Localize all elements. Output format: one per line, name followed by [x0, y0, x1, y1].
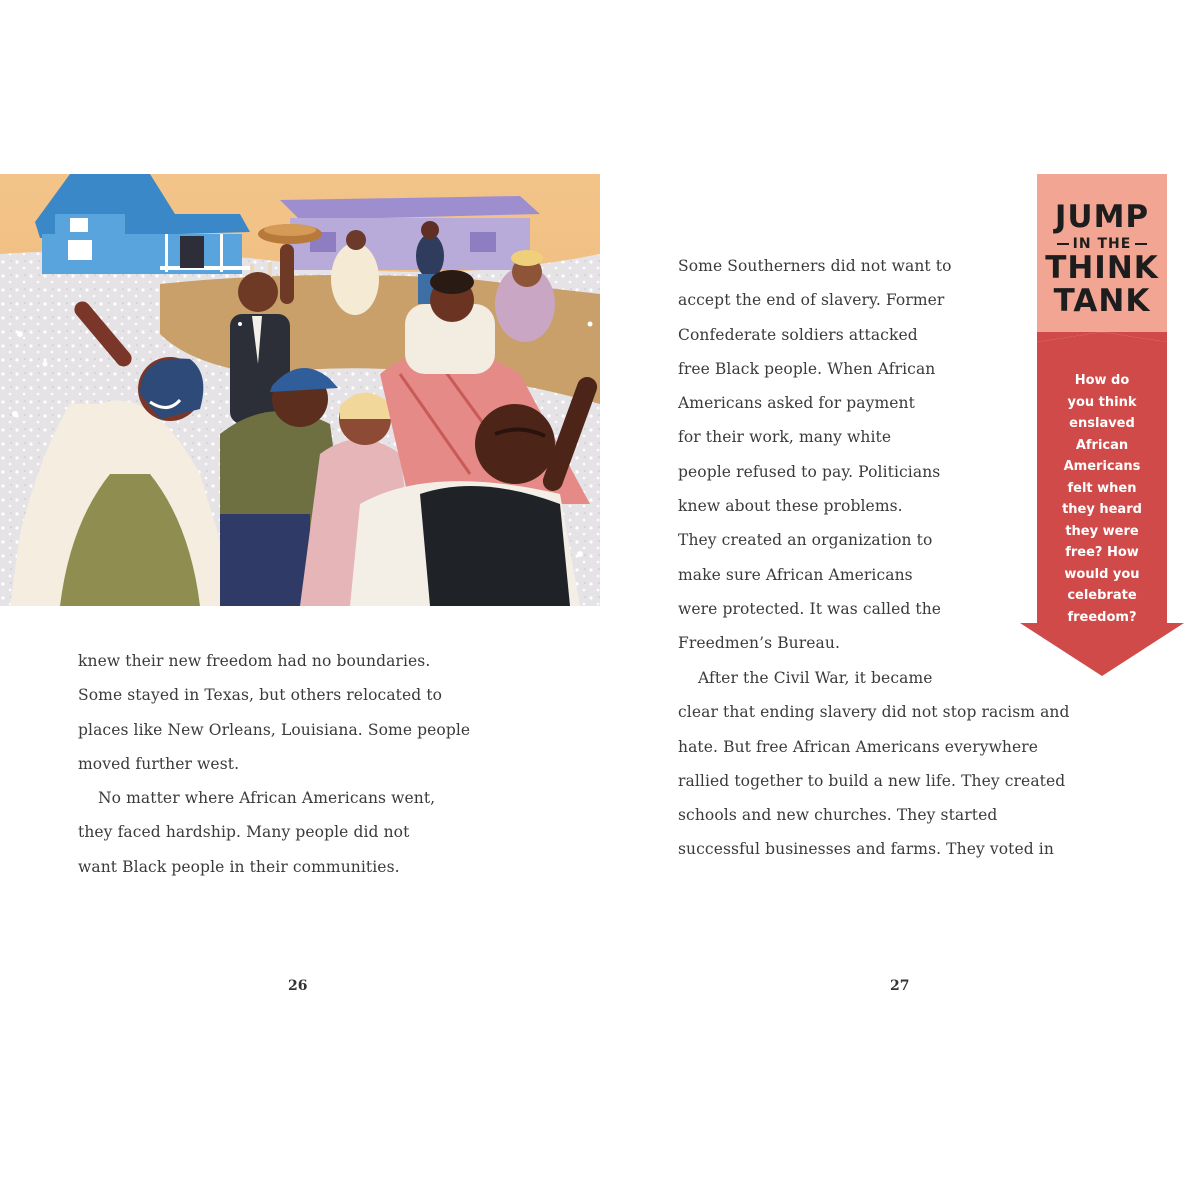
page-number-right: 27	[890, 978, 910, 994]
question-line: they were	[1065, 523, 1139, 539]
right-paragraph-1	[678, 249, 952, 661]
text-line: Freedmen’s Bureau.	[678, 634, 840, 653]
think-tank-question	[1048, 370, 1156, 628]
question-line: freedom?	[1067, 609, 1137, 625]
text-line: After the Civil War, it became	[698, 669, 933, 687]
text-line: free Black people. When African	[678, 359, 936, 378]
text-line: make sure African Americans	[678, 565, 913, 584]
text-line: hate. But free African Americans everywhere	[678, 737, 1039, 756]
question-line: enslaved	[1069, 416, 1135, 431]
text-line: rallied together to build a new life. They created	[678, 771, 1066, 790]
text-line: They created an organization to	[678, 531, 933, 550]
think-tank-title	[1037, 199, 1167, 319]
celebration-illustration	[0, 174, 600, 606]
title-line: JUMP	[1054, 199, 1150, 235]
title-line: THINK	[1045, 250, 1159, 286]
left-paragraph-2	[78, 781, 435, 884]
text-line: places like New Orleans, Louisiana. Some people	[78, 720, 471, 739]
question-line: would you	[1064, 566, 1140, 582]
title-line: IN THE	[1037, 237, 1167, 251]
right-paragraph-2	[678, 661, 1070, 867]
text-line: Confederate soldiers attacked	[678, 325, 918, 344]
text-line: accept the end of slavery. Former	[678, 291, 945, 310]
text-line: knew their new freedom had no boundaries.	[78, 652, 431, 670]
question-line: they heard	[1062, 502, 1142, 517]
text-line: successful businesses and farms. They voted in	[678, 840, 1054, 859]
question-line: Americans	[1063, 459, 1141, 474]
question-line: free? How	[1065, 545, 1139, 560]
text-line: people refused to pay. Politicians	[678, 462, 941, 481]
text-line: they faced hardship. Many people did not	[78, 823, 410, 842]
title-line: TANK	[1053, 283, 1151, 319]
text-line: Some stayed in Texas, but others relocated to	[78, 686, 443, 705]
question-line: African	[1075, 437, 1129, 453]
think-tank-sidebar	[1020, 174, 1184, 676]
text-line: want Black people in their communities.	[78, 857, 400, 876]
text-line: schools and new churches. They started	[678, 806, 998, 825]
text-line: Some Southerners did not want to	[678, 257, 952, 275]
text-line: for their work, many white	[678, 428, 892, 447]
text-line: moved further west.	[78, 754, 240, 773]
left-paragraph-1	[78, 644, 470, 781]
text-line: Americans asked for payment	[678, 394, 915, 413]
question-line: celebrate	[1067, 588, 1137, 603]
text-line: No matter where African Americans went,	[98, 789, 436, 807]
text-line: knew about these problems.	[678, 497, 903, 516]
text-line: clear that ending slavery did not stop racism and	[678, 703, 1070, 722]
page-number-left: 26	[288, 978, 308, 994]
question-line: How do	[1074, 373, 1130, 388]
question-line: you think	[1067, 394, 1137, 410]
text-line: were protected. It was called the	[678, 599, 942, 618]
question-line: felt when	[1067, 480, 1137, 496]
